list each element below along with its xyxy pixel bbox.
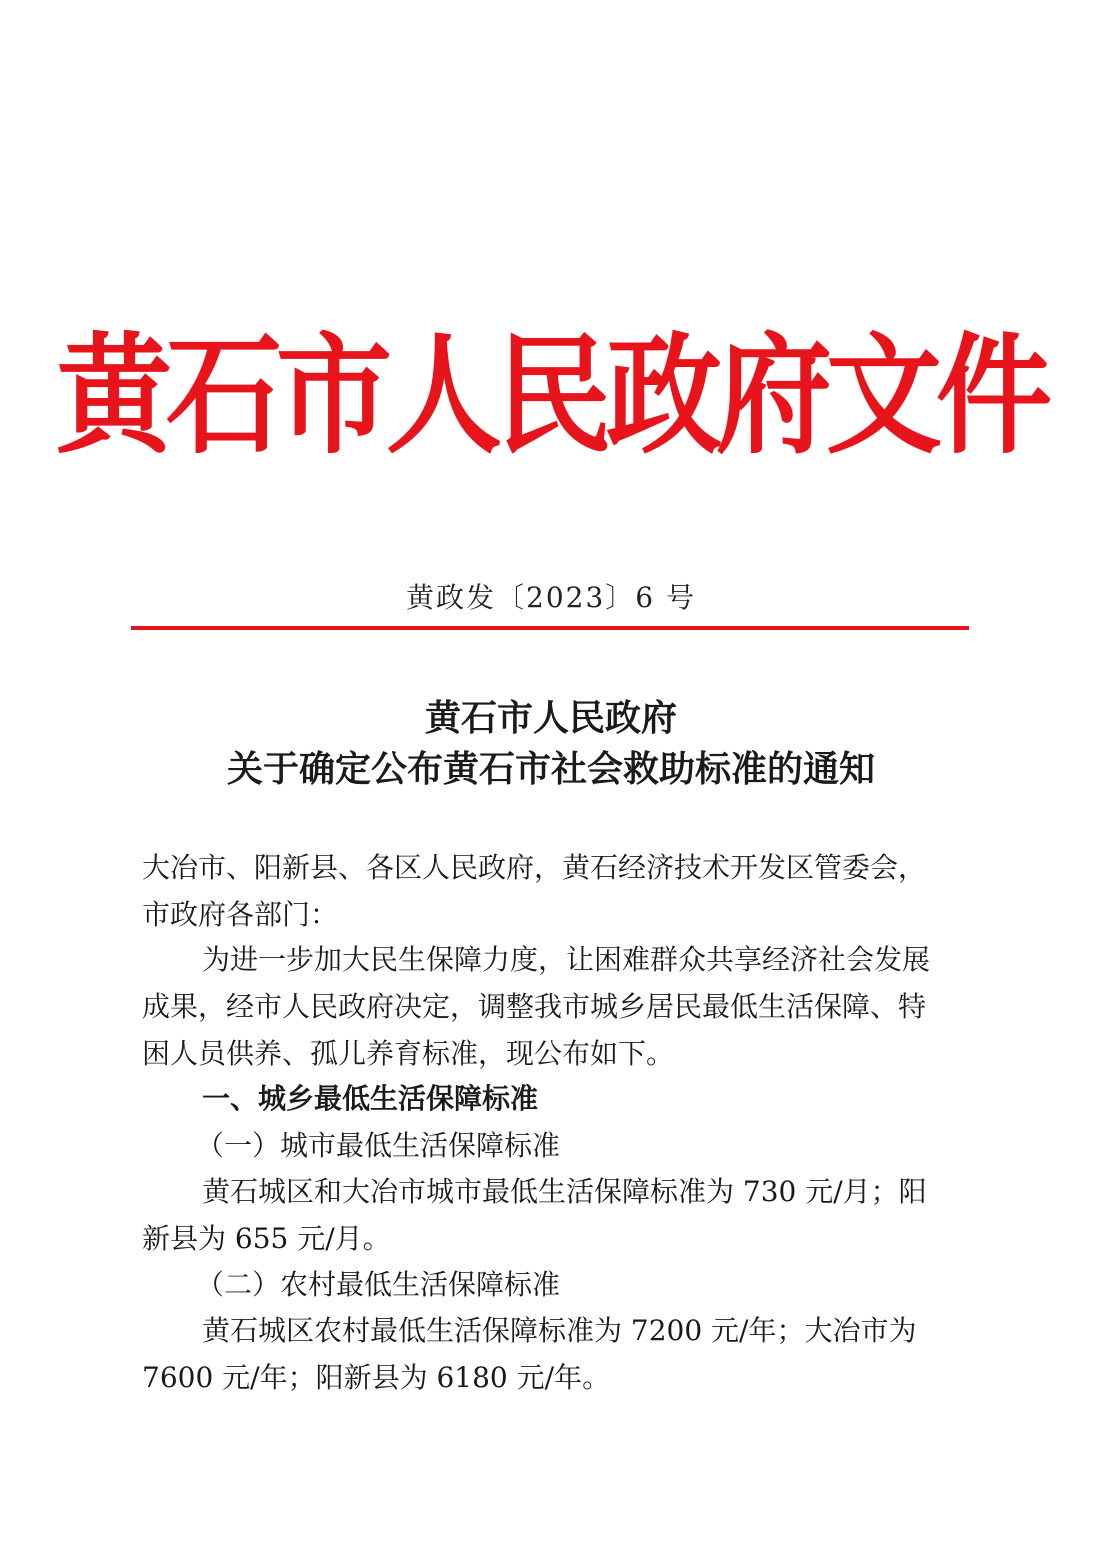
title-line-1: 黄石市人民政府 bbox=[424, 697, 677, 739]
subsection-2-line-2: 7600 元/年；阳新县为 6180 元/年。 bbox=[142, 1361, 611, 1394]
subsection-2-line-1: 黄石城区农村最低生活保障标准为 7200 元/年；大冶市为 bbox=[202, 1314, 917, 1347]
document-masthead: 黄石市人民政府文件 bbox=[56, 319, 1046, 473]
intro-line-1: 为进一步加大民生保障力度，让困难群众共享经济社会发展 bbox=[202, 943, 931, 976]
title-line-2: 关于确定公布黄石市社会救助标准的通知 bbox=[226, 748, 875, 790]
intro-line-3: 困人员供养、孤儿养育标准，现公布如下。 bbox=[142, 1037, 675, 1070]
addressee-line-1: 大冶市、阳新县、各区人民政府，黄石经济技术开发区管委会， bbox=[142, 851, 927, 884]
red-divider-line bbox=[131, 626, 969, 630]
subsection-2-heading: （二）农村最低生活保障标准 bbox=[196, 1268, 561, 1301]
subsection-1-line-1: 黄石城区和大冶市城市最低生活保障标准为 730 元/月；阳 bbox=[202, 1175, 927, 1208]
document-number: 黄政发〔2023〕6 号 bbox=[406, 581, 696, 614]
subsection-1-line-2: 新县为 655 元/月。 bbox=[142, 1222, 391, 1255]
intro-line-2: 成果，经市人民政府决定，调整我市城乡居民最低生活保障、特 bbox=[142, 990, 927, 1023]
section-1-heading: 一、城乡最低生活保障标准 bbox=[202, 1082, 539, 1115]
addressee-line-2: 市政府各部门： bbox=[142, 898, 339, 931]
subsection-1-heading: （一）城市最低生活保障标准 bbox=[196, 1129, 561, 1162]
